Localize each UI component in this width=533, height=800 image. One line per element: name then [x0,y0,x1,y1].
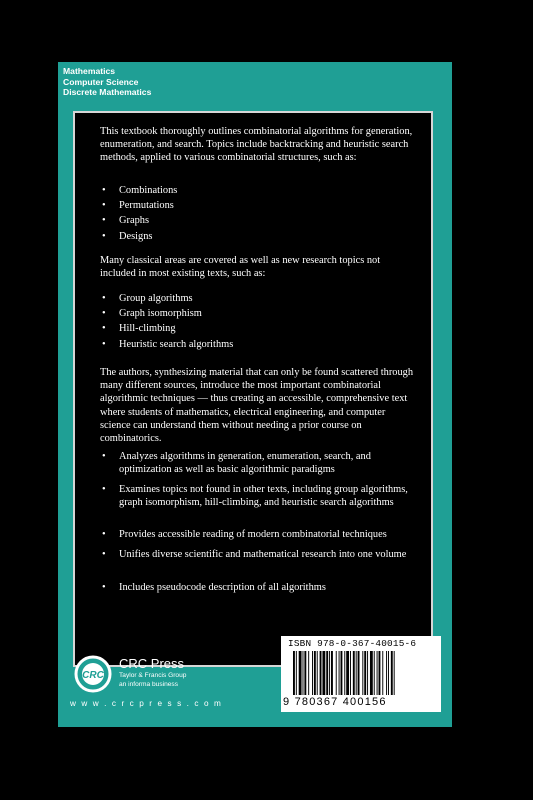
barcode-stripe [314,651,316,695]
list-item: • Graph isomorphism [100,307,430,322]
description-panel [73,111,433,667]
barcode-stripe [346,651,349,695]
barcode-stripe [370,651,373,695]
list-item: • Permutations [100,199,430,214]
barcode-stripe [350,651,351,695]
subject-categories [63,66,151,98]
list-item: • Hill-climbing [100,322,430,337]
subject-computer-science: Computer Science [63,76,139,87]
barcode-stripe [341,651,343,695]
barcode-stripe [329,651,330,695]
barcode-stripe [344,651,345,695]
barcode-stripe [304,651,306,695]
barcode-stripe [356,651,357,695]
classical-intro-paragraph: Many classical areas are covered as well as new research topics not included in most existing texts, such as: [100,255,381,280]
barcode-stripe [293,651,295,695]
barcode-stripe [303,651,304,695]
list-item: • Heuristic search algorithms [100,338,430,353]
barcode-stripe [388,651,389,695]
barcode-number: 9 780367 400156 [283,696,387,708]
structures-list [100,184,430,245]
list-item: • Group algorithms [100,292,430,307]
logo-mark-text: CRC [82,670,104,681]
authors-paragraph: The authors, synthesizing material that can only be found scattered through many different sources, introduce the most important combinatorial algorithmic techniques — thus creating an accessible, comprehensive text where students of mathematics, electrical engineering, and computer science can understand them without needing a prior course on combinatorics. [100,367,414,445]
barcode-stripe [339,651,340,695]
publisher-business: an informa business [119,681,179,688]
publisher-name: CRC Press [119,656,185,671]
list-item: • Graphs [100,214,430,229]
barcode-stripe [331,651,333,695]
barcode-stripe [320,651,322,695]
isbn-label: ISBN 978-0-367-40015-6 [288,638,417,649]
publisher-url: w w w . c r c p r e s s . c o m [70,699,223,708]
barcode-stripe [367,651,368,695]
barcode-stripe [379,651,381,695]
subject-mathematics: Mathematics [63,66,116,76]
features-list [100,450,420,594]
list-item: • Analyzes algorithms in generation, enumeration, search, and optimization as well as basic algorithmic paradigms [100,450,420,483]
barcode-stripe [386,651,387,695]
barcode-stripe [377,651,378,695]
barcode-stripe [308,651,309,695]
list-item: • Examines topics not found in other texts, including group algorithms, graph isomorphism, hill-climbing, and heuristic search algorithms [100,483,420,528]
barcode-stripe [299,651,302,695]
barcode-stripe [358,651,360,695]
list-item: • Combinations [100,184,430,199]
subject-discrete-mathematics: Discrete Mathematics [63,87,152,97]
barcode-stripe [322,651,325,695]
barcode-stripe [326,651,328,695]
crc-logo-icon [71,655,115,698]
barcode-stripe [382,651,383,695]
publisher-group: Taylor & Francis Group [119,672,187,679]
barcode-stripe [374,651,375,695]
list-item: • Includes pseudocode description of all algorithms [100,581,420,594]
barcode-stripe [296,651,297,695]
barcode-stripe [312,651,313,695]
barcode-stripe [394,651,395,695]
barcode-stripe [391,651,393,695]
barcode-stripe [336,651,337,695]
research-topics-list [100,292,430,353]
intro-paragraph: This textbook thoroughly outlines combinatorial algorithms for generation, enumeration, and search. Topics include backtracking and heuristic search methods, applied to various combinatorial structures, such as: [100,126,413,164]
barcode-stripe [364,651,366,695]
list-item: • Provides accessible reading of modern combinatorial techniques [100,528,420,548]
barcode-stripe [362,651,363,695]
publisher-block [119,656,186,689]
barcode-stripe [353,651,355,695]
barcode-stripe [317,651,318,695]
list-item: • Unifies diverse scientific and mathematical research into one volume [100,548,420,581]
barcode-panel [281,636,441,712]
book-back-cover [58,62,452,727]
list-item: • Designs [100,230,430,245]
